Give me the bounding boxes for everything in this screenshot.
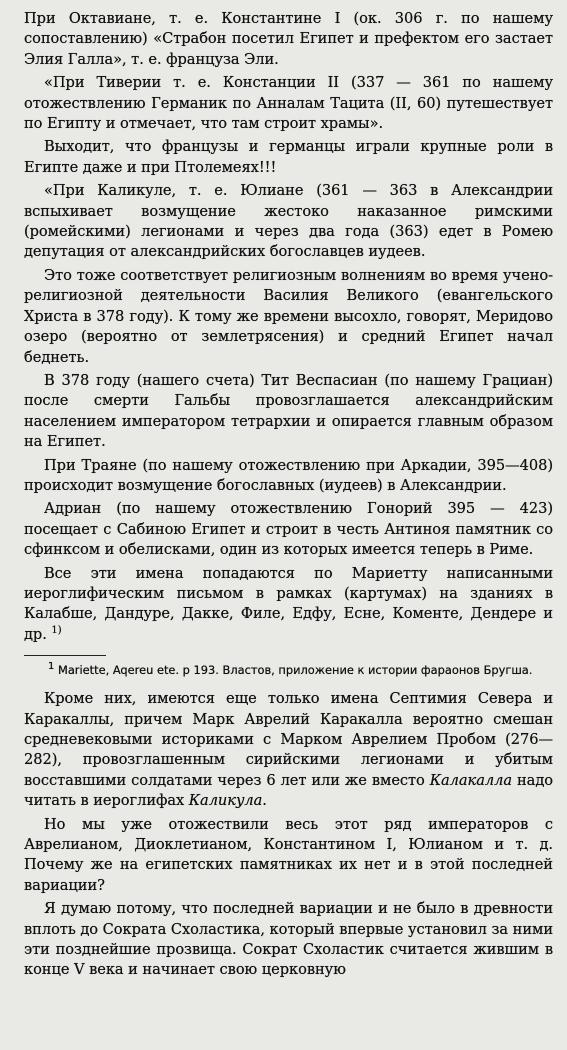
footnote-number: 1 (48, 661, 55, 673)
paragraph-titus: В 378 году (нашего счета) Тит Веспасиан (по нашему Грациан) после смерти Гальбы провозглашается александрийским населением императором тетрархии и опирается главным образом на Египет. (24, 371, 553, 451)
paragraph-octavian: При Октавиане, т. е. Константине I (ок. 306 г. по нашему сопоставлению) «Страбон посетил Египет и префектом его застает Элия Галла», т. е. француза Эли. (24, 10, 553, 68)
caracalla-italic-kalikula: Каликула (188, 792, 263, 810)
paragraph-socrates-scholasticus: Я думаю потому, что последней вариации и не было в древности вплоть до Сократа Схоластика, который впервые установил за ними эти позднейшие прозвища. Сократ Схоластик считается жившим в конце V века и начинает свою церковную (24, 900, 553, 979)
paragraph-mariette-text: Все эти имена попадаются по Мариетту написанными иероглифическим письмом в рамках (картумах) на зданиях в Калабше, Дандуре, Дакке, Филе, Едфу, Есне, Коменте, Дендере и др. (24, 564, 553, 643)
paragraph-hadrian: Адриан (по нашему отожествлению Гонорий 395 — 423) посещает с Сабиною Египет и строит в честь Антиноя памятник со сфинксом и обелисками, один из которых имеется теперь в Риме. (24, 500, 553, 559)
paragraph-trajan: При Траяне (по нашему отожествлению при Аркадии, 395—408) происходит возмущение богославных (иудеев) в Александрии. (24, 456, 553, 494)
paragraph-conclusion-ptolemies: Выходит, что французы и германцы играли крупные роли в Египте даже и при Птолемеях!!! (24, 138, 553, 176)
paragraph-variation-question: Но мы уже отожествили весь этот ряд императоров с Аврелианом, Диоклетианом, Константином I, Юлианом и т. д. Почему же на египетских памятниках их нет и в этой последней вариации? (24, 815, 553, 894)
footnote (24, 662, 553, 679)
caracalla-text-middle: надо читать в иероглифах (24, 771, 553, 810)
footnote-divider (24, 655, 106, 656)
paragraph-caligula: «При Каликуле, т. е. Юлиане (361 — 363 в Александрии вспыхивает возмущение жестоко наказанное римскими (ромейскими) легионами и через два года (363) едет в Ромею депутация от александрийских богославцев иудеев. (24, 182, 553, 261)
footnote-text: Mariette, Aqereu ete. p 193. Властов, приложение к истории фараонов Бругша. (58, 663, 533, 678)
paragraph-mariette (24, 564, 553, 646)
paragraph-caracalla (24, 689, 553, 811)
caracalla-text-after: . (262, 792, 267, 810)
paragraph-basil: Это тоже соответствует религиозным волнениям во время учено-религиозной деятельности Василия Великого (евангельского Христа в 378 году). К тому же времени высохло, говорят, Меридово озеро (вероятно от землетрясения) и средний Египет начал беднеть. (24, 266, 553, 366)
caracalla-italic-kalakalla: Калакалла (429, 771, 513, 789)
footnote-reference: 1) (51, 624, 62, 636)
caracalla-text-before: Кроме них, имеются еще только имена Септимия Севера и Каракаллы, причем Марк Аврелий Каракалла вероятно смешан средневековыми историками с Марком Аврелием Пробом (276—282), провозглашенным сирийскими легионами и убитым восставшими солдатами через 6 лет или же вместо (24, 690, 553, 789)
paragraph-tiberius: «При Тиверии т. е. Констанции II (337 — 361 по нашему отожествлению Германик по Анналам Тацита (II, 60) путешествует по Египту и отмечает, что там строит храмы». (24, 74, 553, 133)
